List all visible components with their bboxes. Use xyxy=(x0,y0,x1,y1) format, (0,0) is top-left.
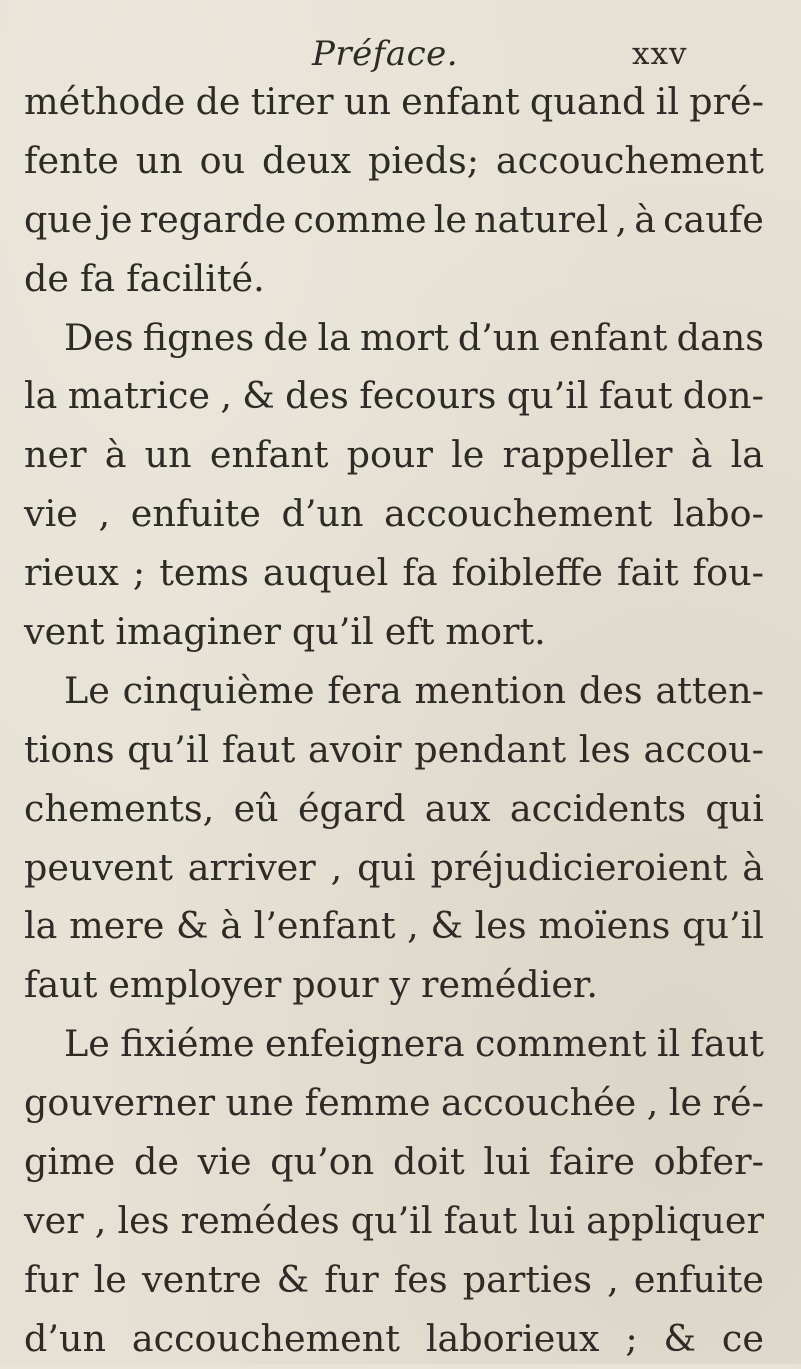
text-line: que je regarde comme le naturel , à caufe xyxy=(24,197,764,241)
text-line: rieux ; tems auquel fa foibleffe fait fou- xyxy=(24,551,764,595)
text-line: faut employer pour y remédier. xyxy=(24,963,598,1007)
page-number: xxv xyxy=(632,36,688,72)
text-line: la matrice , & des fecours qu’il faut don- xyxy=(24,374,764,418)
text-line: la mere & à l’enfant , & les moïens qu’il xyxy=(24,904,764,948)
text-line: chements, eû égard aux accidents qui xyxy=(24,786,764,830)
text-line: de fa facilité. xyxy=(24,256,265,300)
text-line: méthode de tirer un enfant quand il pré- xyxy=(24,80,764,123)
text-line: peuvent arriver , qui préjudicieroient à xyxy=(24,845,764,889)
text-line: vie , enfuite d’un accouchement labo- xyxy=(24,492,764,536)
text-line: gime de vie qu’on doit lui faire obfer- xyxy=(24,1140,764,1184)
paragraph-start-line: Le fixiéme enfeignera comment il faut xyxy=(64,1022,764,1066)
text-line: ner à un enfant pour le rappeller à la xyxy=(24,433,764,477)
text-line: tions qu’il faut avoir pendant les accou- xyxy=(24,727,764,771)
text-line: gouverner une femme accouchée , le ré- xyxy=(24,1081,764,1125)
text-line: fur le ventre & fur fes parties , enfuite xyxy=(24,1257,764,1301)
paragraph-start-line: Des fignes de la mort d’un enfant dans xyxy=(64,315,764,359)
text-line: ver , les remédes qu’il faut lui appliquer xyxy=(24,1198,764,1242)
paragraph-start-line: Le cinquième fera mention des atten- xyxy=(64,668,764,712)
running-head xyxy=(0,30,801,78)
running-title: Préface. xyxy=(312,34,459,74)
text-line: d’un accouchement laborieux ; & ce xyxy=(24,1316,764,1360)
body-text xyxy=(24,73,764,1369)
text-line: fente un ou deux pieds; accouchement xyxy=(24,138,764,182)
text-line: vent imaginer qu’il eft mort. xyxy=(24,610,546,654)
